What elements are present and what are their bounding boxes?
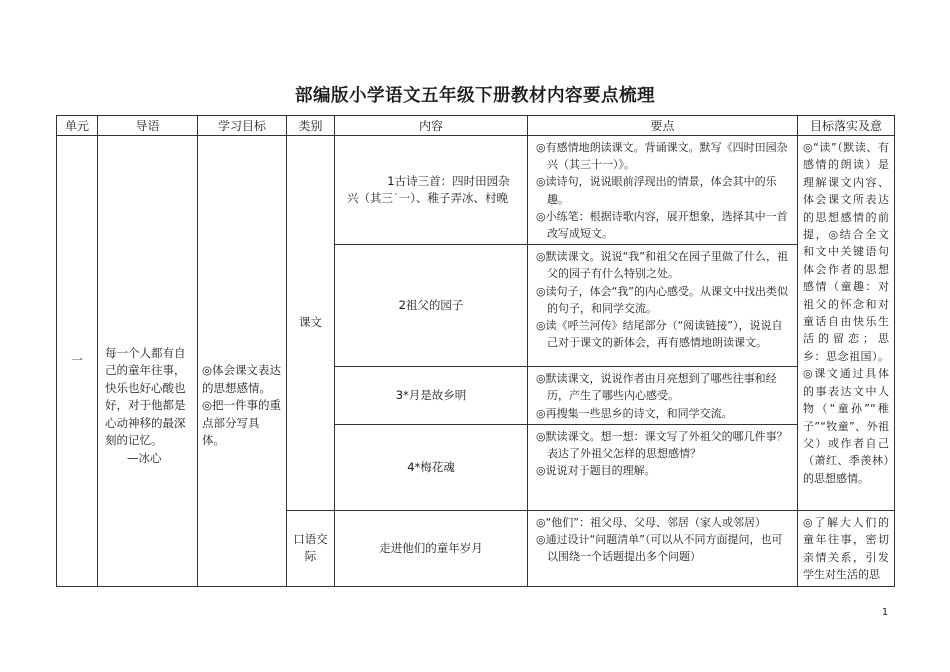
point-item: ◎说说对于题目的理解。 (536, 464, 656, 478)
unit-cell: 一 (57, 136, 98, 587)
lesson-points (528, 136, 798, 245)
lesson-points (528, 424, 798, 510)
objective-item: ◎把一件事的重点部分写具体。 (202, 398, 282, 448)
point-item: ◎有感情地朗读课文。背诵课文。默写《四时田园杂兴（其三十一）》。 (536, 141, 788, 172)
intro-line: 己的童年往事， (105, 363, 186, 378)
point-item: ◎默读课文。想一想：课文写了外祖父的哪几件事？表达了外祖父怎样的思想感情？ (536, 429, 788, 461)
point-item: ◎读句子，体会“我”的内心感受。从课文中找出类似的句子，和同学交流。 (536, 284, 788, 315)
page-title: 部编版小学语文五年级下册教材内容要点梳理 (295, 86, 655, 106)
category-text: 课文 (287, 136, 335, 511)
page-number: 1 (881, 607, 888, 618)
point-item: ◎再搜集一些思乡的诗文，和同学交流。 (536, 406, 733, 420)
category-oral: 口语交际 (287, 510, 335, 586)
point-item: ◎读诗句，说说眼前浮现出的情景，体会其中的乐趣。 (536, 175, 777, 206)
intro-cell (98, 136, 198, 587)
header-points: 要点 (528, 116, 798, 136)
header-intro: 导语 (98, 116, 198, 136)
header-goal: 目标落实及意 (798, 116, 895, 136)
intro-author: —冰心 (127, 450, 162, 465)
table-row (57, 136, 895, 245)
lesson-content: 1古诗三首：四时田园杂兴（其三˙一）、稚子弄冰、村晚 (335, 136, 528, 245)
point-item: ◎“他们”：祖父母、父母、邻居（家人或邻居） (536, 515, 766, 529)
objectives-cell (198, 136, 287, 587)
point-item: ◎小练笔：根据诗歌内容，展开想象，选择其中一首改写成短文。 (536, 209, 788, 241)
header-row (57, 116, 895, 136)
intro-line: 快乐也好心酸也 (105, 380, 186, 395)
intro-line: 每一个人都有自 (105, 345, 186, 360)
header-unit: 单元 (57, 116, 98, 136)
lesson-content: 3*月是故乡明 (335, 367, 528, 425)
point-item: ◎默读课文。说说“我”和祖父在园子里做了什么，祖父的园子有什么特别之处。 (536, 250, 788, 281)
header-content: 内容 (335, 116, 528, 136)
objective-item: ◎体会课文表达的思想感情。 (202, 363, 282, 395)
header-objectives: 学习目标 (198, 116, 287, 136)
lesson-points (528, 367, 798, 425)
point-item: ◎通过设计“问题清单”（可以从不同方面提问，也可以围绕一个话题提出多个问题） (536, 533, 783, 564)
intro-line: 好，对于他都是 (105, 398, 186, 413)
intro-line: 心动神移的最深 (105, 415, 186, 430)
lesson-content: 2祖父的园子 (335, 245, 528, 367)
intro-line: 刻的记忆。 (105, 433, 163, 448)
header-category: 类别 (287, 116, 335, 136)
point-item: ◎默读课文，说说作者由月亮想到了哪些往事和经历，产生了哪些内心感受。 (536, 372, 777, 403)
lesson-content: 4*梅花魂 (335, 424, 528, 510)
lesson-points (528, 510, 798, 586)
content-table (56, 115, 895, 587)
goal-cell: ◎“读”（默读、有感情的朗读）是理解课文内容、体会课文所表达的思想感情的前提，◎结合全文和文中关键语句体会作者的思想感情（童趣：对祖父的怀念和对童话自由快乐生活的留恋；思乡：思念祖国）。◎课文通过具体的事表达文中人物（“童孙”“稚子”“牧童”、外祖父）或作者自己（萧红、季羡林）的思想感情。 (798, 136, 895, 511)
lesson-content: 走进他们的童年岁月 (335, 510, 528, 586)
goal-cell: ◎了解大人们的童年往事，密切亲情关系，引发学生对生活的思 (798, 510, 895, 586)
lesson-points (528, 245, 798, 367)
point-item: ◎读《呼兰河传》结尾部分（“阅读链接”），说说自己对于课文的新体会，再有感情地朗读课文。 (536, 319, 783, 350)
